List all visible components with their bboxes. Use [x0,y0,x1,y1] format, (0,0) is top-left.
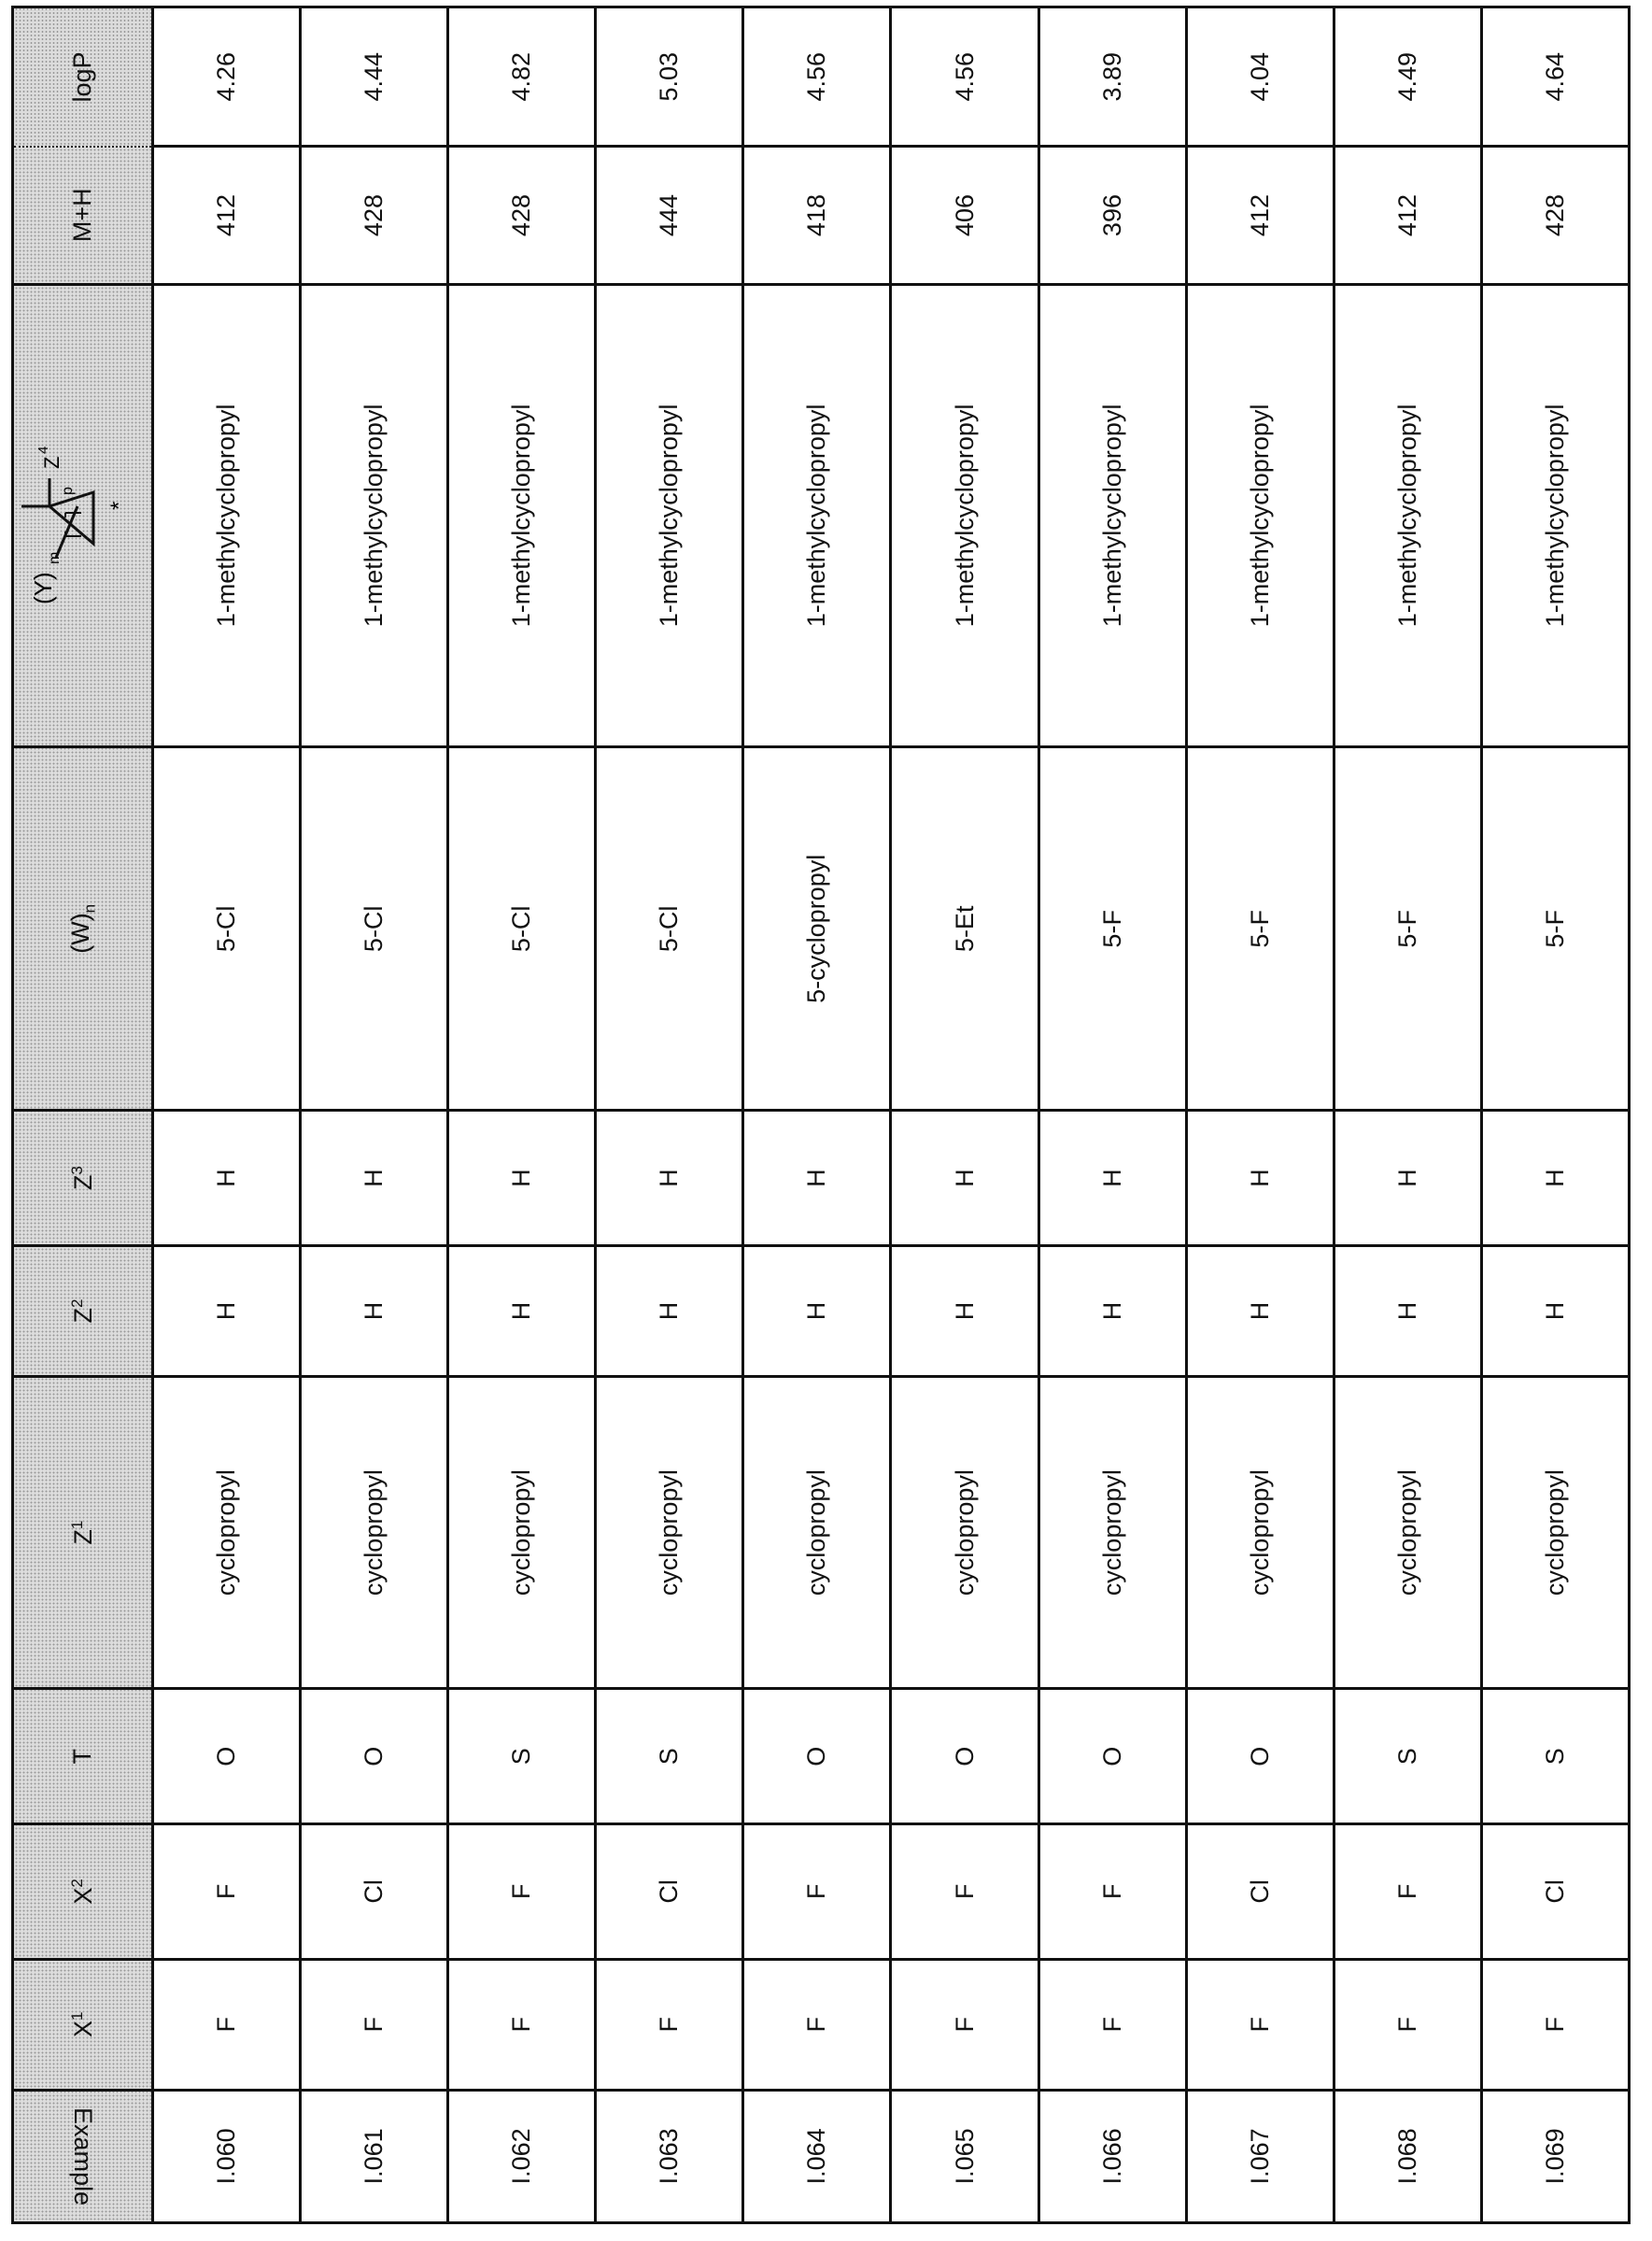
cell-z2: H [1334,1246,1481,1377]
cell-example: I.060 [153,2090,301,2222]
column-header-label [68,51,97,102]
svg-text:p: p [60,487,76,495]
cell-t: O [153,1689,301,1824]
header-superscript: 1 [68,2011,86,2020]
svg-text:4: 4 [35,447,51,454]
cell-x2: F [153,1824,301,1960]
cell-x2: Cl [1481,1824,1629,1960]
cell-x2: F [1334,1824,1481,1960]
cell-x1: F [1186,1959,1334,2090]
column-header-label [68,1166,98,1190]
cell-x1: F [1481,1959,1629,2090]
cell-z2: H [1481,1246,1629,1377]
cell-logp: 5.03 [596,7,743,148]
cell-z3: H [596,1111,743,1246]
table-body [153,7,1630,2223]
table-row [301,7,448,2223]
cell-z1: cyclopropyl [1038,1376,1186,1688]
cell-w: 5-F [1481,747,1629,1111]
cell-t: O [1038,1689,1186,1824]
cell-z1: cyclopropyl [301,1376,448,1688]
cell-example: I.065 [891,2090,1038,2222]
cell-x2: F [1038,1824,1186,1960]
cell-x1: F [891,1959,1038,2090]
cell-struct: 1-methylcyclopropyl [1038,284,1186,747]
cell-z3: H [448,1111,596,1246]
cell-mh: 412 [1334,147,1481,284]
svg-text:m: m [47,552,63,564]
table-row [596,7,743,2223]
cell-logp: 4.04 [1186,7,1334,148]
svg-text:*: * [106,502,132,510]
cell-example: I.066 [1038,2090,1186,2222]
cell-t: O [891,1689,1038,1824]
document-page [0,0,1652,2241]
cell-logp: 3.89 [1038,7,1186,148]
table-row [1334,7,1481,2223]
cell-z3: H [743,1111,891,1246]
cell-mh: 412 [1186,147,1334,284]
column-header-label [68,1298,98,1323]
cell-w: 5-F [1038,747,1186,1111]
cell-t: O [301,1689,448,1824]
cell-z2: H [743,1246,891,1377]
column-header-x2 [13,1824,153,1960]
cell-struct: 1-methylcyclopropyl [596,284,743,747]
cycloalkyl-structure-icon [14,376,145,656]
cell-struct: 1-methylcyclopropyl [1481,284,1629,747]
cell-z2: H [891,1246,1038,1377]
cell-z1: cyclopropyl [1186,1376,1334,1688]
cell-logp: 4.49 [1334,7,1481,148]
cell-x1: F [153,1959,301,2090]
table-row [153,7,301,2223]
cell-example: I.061 [301,2090,448,2222]
cell-x2: Cl [301,1824,448,1960]
cell-z1: cyclopropyl [1481,1376,1629,1688]
cell-z2: H [596,1246,743,1377]
cell-z1: cyclopropyl [596,1376,743,1688]
cell-z2: H [1186,1246,1334,1377]
cell-w: 5-Et [891,747,1038,1111]
cell-logp: 4.44 [301,7,448,148]
cell-t: O [1186,1689,1334,1824]
cell-w: 5-Cl [448,747,596,1111]
column-header-logp [13,7,153,148]
cell-struct: 1-methylcyclopropyl [153,284,301,747]
cell-z3: H [1481,1111,1629,1246]
cell-w: 5-Cl [301,747,448,1111]
column-header-w [13,747,153,1111]
header-text: logP [68,51,96,102]
cell-t: O [743,1689,891,1824]
header-subscript: n [80,904,98,913]
cell-mh: 406 [891,147,1038,284]
cell-x1: F [448,1959,596,2090]
column-header-label [68,188,97,242]
column-header-label [68,2107,97,2206]
header-text: Z [69,1308,97,1324]
header-superscript: 1 [68,1521,86,1529]
cell-z1: cyclopropyl [448,1376,596,1688]
cell-mh: 418 [743,147,891,284]
cell-example: I.063 [596,2090,743,2222]
header-superscript: 2 [68,1879,86,1887]
table-row [448,7,596,2223]
header-superscript: 2 [68,1298,86,1307]
cell-mh: 428 [301,147,448,284]
cell-z2: H [1038,1246,1186,1377]
cell-z1: cyclopropyl [153,1376,301,1688]
cell-mh: 428 [448,147,596,284]
column-header-label [68,1749,97,1765]
cell-z3: H [1334,1111,1481,1246]
svg-text:(Y): (Y) [29,572,57,604]
column-header-z1 [13,1376,153,1688]
cell-t: S [448,1689,596,1824]
cell-x1: F [301,1959,448,2090]
cell-z3: H [1038,1111,1186,1246]
cell-struct: 1-methylcyclopropyl [448,284,596,747]
column-header-z2 [13,1246,153,1377]
column-header-label [68,1879,98,1904]
header-superscript: 3 [68,1166,86,1174]
cell-logp: 4.64 [1481,7,1629,148]
header-text: T [68,1749,96,1765]
cell-mh: 428 [1481,147,1629,284]
cell-z1: cyclopropyl [743,1376,891,1688]
cell-w: 5-cyclopropyl [743,747,891,1111]
cell-x2: F [891,1824,1038,1960]
cell-example: I.068 [1334,2090,1481,2222]
cell-example: I.067 [1186,2090,1334,2222]
cell-example: I.069 [1481,2090,1629,2222]
column-header-label [66,904,99,954]
column-header-x1 [13,1959,153,2090]
cell-mh: 412 [153,147,301,284]
cell-x1: F [743,1959,891,2090]
cell-x2: Cl [596,1824,743,1960]
cell-struct: 1-methylcyclopropyl [891,284,1038,747]
header-text: Z [69,1529,97,1545]
cell-z3: H [891,1111,1038,1246]
header-text: (W) [66,913,94,953]
column-header-label [68,2011,98,2036]
cell-x1: F [596,1959,743,2090]
column-header-struct [13,284,153,747]
cell-z3: H [153,1111,301,1246]
cell-x2: F [448,1824,596,1960]
column-header-mh [13,147,153,284]
cell-logp: 4.26 [153,7,301,148]
table-row [743,7,891,2223]
cell-t: S [1481,1689,1629,1824]
column-header-label [68,1521,98,1545]
cell-z2: H [153,1246,301,1377]
header-text: M+H [68,188,96,242]
cell-struct: 1-methylcyclopropyl [301,284,448,747]
cell-z2: H [448,1246,596,1377]
cell-w: 5-F [1334,747,1481,1111]
cell-w: 5-F [1186,747,1334,1111]
cell-logp: 4.56 [891,7,1038,148]
cell-w: 5-Cl [596,747,743,1111]
cell-x2: F [743,1824,891,1960]
cell-mh: 444 [596,147,743,284]
table-row [1186,7,1334,2223]
cell-z3: H [1186,1111,1334,1246]
header-text: X [69,1888,97,1905]
header-text: X [69,2021,97,2037]
cell-z1: cyclopropyl [891,1376,1038,1688]
cell-example: I.064 [743,2090,891,2222]
cell-mh: 396 [1038,147,1186,284]
header-text: Z [69,1175,97,1191]
cell-struct: 1-methylcyclopropyl [1186,284,1334,747]
cell-logp: 4.56 [743,7,891,148]
cell-x1: F [1038,1959,1186,2090]
cell-logp: 4.82 [448,7,596,148]
table-row [1481,7,1629,2223]
column-header-z3 [13,1111,153,1246]
cell-struct: 1-methylcyclopropyl [743,284,891,747]
svg-text:Z: Z [40,456,64,468]
cell-example: I.062 [448,2090,596,2222]
cell-x1: F [1334,1959,1481,2090]
cell-z3: H [301,1111,448,1246]
cell-t: S [1334,1689,1481,1824]
cell-w: 5-Cl [153,747,301,1111]
compound-data-table [11,6,1631,2224]
cell-z1: cyclopropyl [1334,1376,1481,1688]
table-row [891,7,1038,2223]
header-text: Example [69,2107,97,2206]
column-header-t [13,1689,153,1824]
header-row [13,7,153,2223]
table-row [1038,7,1186,2223]
cell-struct: 1-methylcyclopropyl [1334,284,1481,747]
cell-t: S [596,1689,743,1824]
cell-z2: H [301,1246,448,1377]
rotated-table-container [11,6,1631,2224]
cell-x2: Cl [1186,1824,1334,1960]
column-header-example [13,2090,153,2222]
